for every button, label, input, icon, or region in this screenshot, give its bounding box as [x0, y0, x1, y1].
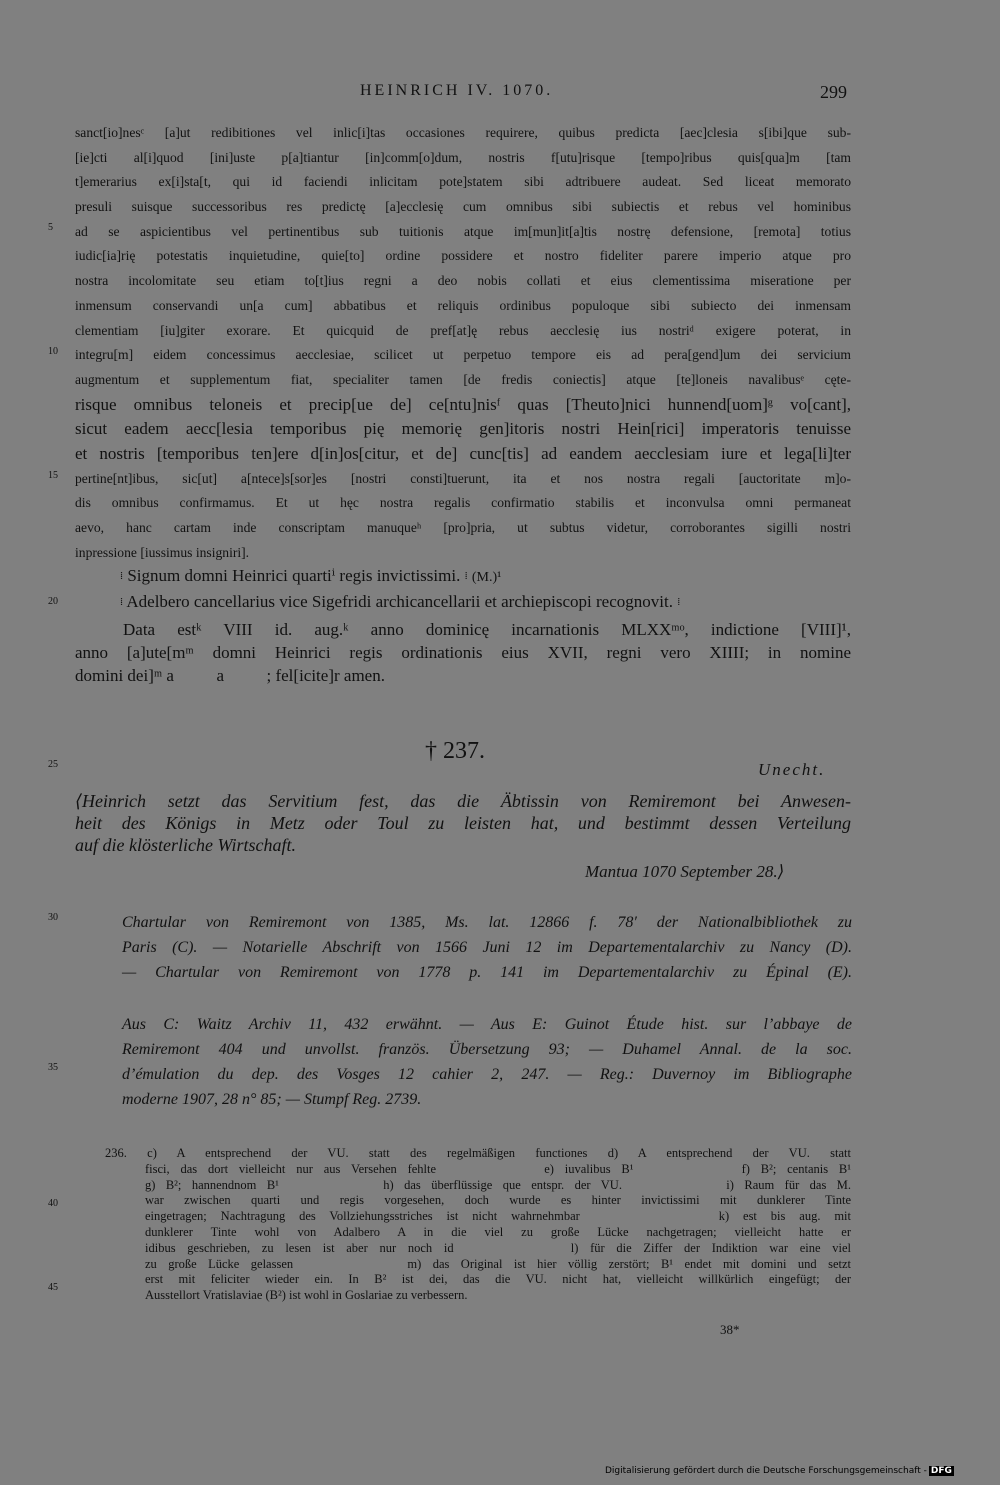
- line-number: 25: [48, 759, 58, 770]
- authenticity-label: Unecht.: [758, 760, 826, 779]
- line-number: 30: [48, 912, 58, 923]
- text-line: nostra incolomitate seu etiam to[t]ius regni a deo nobis collati et eius clementissima miseratione per: [75, 273, 851, 289]
- text-line: sicut eadem aecc[lesia temporibus pię memorię gen]itoris nostri Hein[rici] imperatoris tenuisse: [75, 419, 851, 439]
- text-line: inmensum conservandi un[a cum] abbatibus et reliquis ordinibus populoque sibi subiecto dei inmensam: [75, 297, 851, 313]
- line-number: 15: [48, 470, 58, 481]
- dagger-marks-icon: ⁞: [120, 570, 124, 582]
- dating-line: anno [a]ute[mᵐ domni Heinrici regis ordinationis eius XVII, regni vero XIIII; in nomine: [75, 643, 851, 662]
- footnote-line: fisci, das dort vielleicht nur aus Versehen fehlte e) iuvalibus B¹ f) B²; centanis B¹: [145, 1161, 851, 1176]
- text-line: [ie]cti al[i]quod [ini]uste p[a]tiantur [in]comm[o]dum, nostris f[utu]risque [tempo]ribus quis[qua]m [tam: [75, 149, 851, 165]
- footnote-line: g) B²; hannendnom B¹ h) das überflüssige que entspr. der VU. i) Raum für das M.: [145, 1177, 851, 1192]
- source-line: — Chartular von Remiremont von 1778 p. 141 im Departementalarchiv zu Épinal (E).: [122, 964, 852, 981]
- text-line: integru[m] eidem concessimus aecclesiae, scilicet ut perpetuo tempore eis ad pera[gend]um dei servicium: [75, 347, 851, 363]
- source-line: Paris (C). — Notarielle Abschrift von 1566 Juni 12 im Departementalarchiv zu Nancy (D).: [122, 939, 852, 956]
- line-number: 20: [48, 596, 58, 607]
- text-line: clementiam [iu]giter exorare. Et quicquid de pref[at]ę rebus aecclesię ius nostriᵈ exigere poterat, in: [75, 322, 851, 338]
- text-line: dis omnibus confirmamus. Et ut hęc nostra regalis confirmatio stabilis et inconvulsa omni permaneat: [75, 495, 851, 511]
- text-line: risque omnibus teloneis et precip[ue de] ce[ntu]nisᶠ quas [Theuto]nici hunnend[uom]ᵍ vo[cant],: [75, 394, 851, 414]
- footnote-line: idibus geschrieben, zu lesen ist aber nur noch id l) für die Ziffer der Indiktion war eine viel: [145, 1240, 851, 1255]
- line-number: 35: [48, 1062, 58, 1073]
- text-line: t]emerarius ex[i]sta[t, qui id faciendi inlicitam pote]statem sibi adtribuere audeat. Sed liceat memorato: [75, 174, 851, 190]
- page-number: 299: [820, 82, 847, 102]
- text-line: inpressione [iussimus insigniri].: [75, 544, 250, 560]
- monogram-label: (M.)¹: [471, 570, 502, 585]
- dating-line: domini dei]ᵐ a a ; fel[icite]r amen.: [75, 666, 385, 685]
- line-number: 45: [48, 1282, 58, 1293]
- dagger-marks-icon: ⁞: [677, 596, 681, 608]
- regest-line: auf die klösterliche Wirtschaft.: [75, 835, 296, 855]
- footer-text: Digitalisierung gefördert durch die Deutsche Forschungsgemeinschaft -: [605, 1466, 927, 1476]
- text-line: iudic[ia]rię potestatis inquietudine, quie[to] ordine possidere et nostro fideliter parere imperio atque pro: [75, 248, 851, 264]
- charter-text: [75, 121, 851, 565]
- line-number: 10: [48, 346, 58, 357]
- regest-line: ⟨Heinrich setzt das Servitium fest, das die Äbtissin von Remiremont bei Anwesen-: [75, 791, 851, 811]
- text-line: aevo, hanc cartam inde conscriptam manuqueʰ [pro]pria, ut subtus videtur, corroborantes sigilli nostri: [75, 520, 851, 535]
- text-line: presuli suisque successoribus res predictę [a]ecclesię cum omnibus sibi subiectis et rebus vel hominibus: [75, 199, 851, 215]
- footnotes: [105, 1146, 851, 1304]
- place-date: Mantua 1070 September 28.⟩: [585, 862, 785, 881]
- literature-line: moderne 1907, 28 n° 85; — Stumpf Reg. 2739.: [122, 1091, 422, 1108]
- recognition-text: Adelbero cancellarius vice Sigefridi archicancellarii et archiepiscopi recognovit.: [126, 592, 673, 611]
- dagger-marks-icon: ⁞: [464, 570, 468, 582]
- footnote-line: erst mit feliciter wieder ein. In B² ist dei, das die VU. nicht hat, vielleicht willkürlich eingefügt; der: [145, 1272, 851, 1287]
- text-line: augmentum et supplementum fiat, specialiter tamen [de fredis coniectis] atque [te]loneis navalibusᵉ cęte-: [75, 371, 851, 387]
- literature-line: Remiremont 404 und unvollst. französ. Übersetzung 93; — Duhamel Annal. de la soc.: [122, 1041, 852, 1058]
- dagger-marks-icon: ⁞: [120, 596, 124, 608]
- literature-line: Aus C: Waitz Archiv 11, 432 erwähnt. — Aus E: Guinot Étude hist. sur l’abbaye de: [122, 1016, 852, 1033]
- footnote-line: eingetragen; Nachtragung des Vollziehungsstriches ist nicht wahrnehmbar k) est bis aug. mit: [145, 1209, 851, 1224]
- document-number: † 237.: [425, 738, 485, 764]
- literature: [122, 1012, 852, 1112]
- tradition: [122, 910, 852, 985]
- recognition-line: [120, 592, 680, 612]
- line-number: 40: [48, 1198, 58, 1209]
- line-number: 5: [48, 222, 53, 233]
- footnote-line: Ausstellort Vratislaviae (B²) ist wohl in Goslariae zu verbessern.: [145, 1288, 468, 1303]
- dating-line: Data estᵏ VIII id. aug.ᵏ anno dominicę incarnationis MLXXᵐᵒ, indictione [VIII]¹,: [123, 620, 851, 639]
- footnote-line: war zwischen quarti und regis vorgesehen, doch wurde es hinter invictissimi mit dunklerer Tinte: [145, 1193, 851, 1208]
- signature-mark: 38*: [720, 1322, 740, 1337]
- dating-clause: [75, 618, 851, 687]
- source-line: Chartular von Remiremont von 1385, Ms. lat. 12866 f. 78′ der Nationalbibliothek zu: [122, 914, 852, 931]
- footnote-line: 236. c) A entsprechend der VU. statt des regelmäßigen functiones d) A entsprechend der VU. statt: [105, 1146, 851, 1160]
- running-title: HEINRICH IV. 1070.: [360, 82, 554, 99]
- text-line: ad se aspicientibus vel pertinentibus sub tuitionis atque im[mun]it[a]tis nostrę defensione, [remota] totius: [75, 223, 851, 239]
- signum-line: [120, 566, 501, 586]
- footnote-line: dunklerer Tinte wohl von Adalbero A in die viel zu große Lücke nachgetragen; vielleicht hatte er: [145, 1224, 851, 1239]
- dfg-logo: DFG: [930, 1466, 952, 1476]
- text-line: et nostris [temporibus ten]ere d[in]os[citur, et de] cunc[tis] ad eandem aecclesiam iure et lega[li]ter: [75, 443, 851, 463]
- footer: [605, 1466, 954, 1476]
- text-line: pertine[nt]ibus, sic[ut] a[ntece]s[sor]es [nostri consti]tuerunt, ita et nos nostra regali [auctoritate m]o-: [75, 470, 851, 486]
- regest-line: heit des Königs in Metz oder Toul zu leisten hat, und bestimmt dessen Verteilung: [75, 813, 851, 833]
- footnote-line: zu große Lücke gelassen m) das Original ist hier völlig zerstört; B¹ endet mit domini und setzt: [145, 1256, 851, 1271]
- literature-line: d’émulation du dep. des Vosges 12 cahier 2, 247. — Reg.: Duvernoy im Bibliographe: [122, 1066, 852, 1083]
- text-line: sanct[io]nesᶜ [a]ut redibitiones vel inlic[i]tas occasiones requirere, quibus predicta [aec]clesia s[ibi]que sub-: [75, 125, 851, 140]
- regest: [75, 790, 851, 856]
- signum-text: Signum domni Heinrici quartiⁱ regis invictissimi.: [127, 566, 461, 585]
